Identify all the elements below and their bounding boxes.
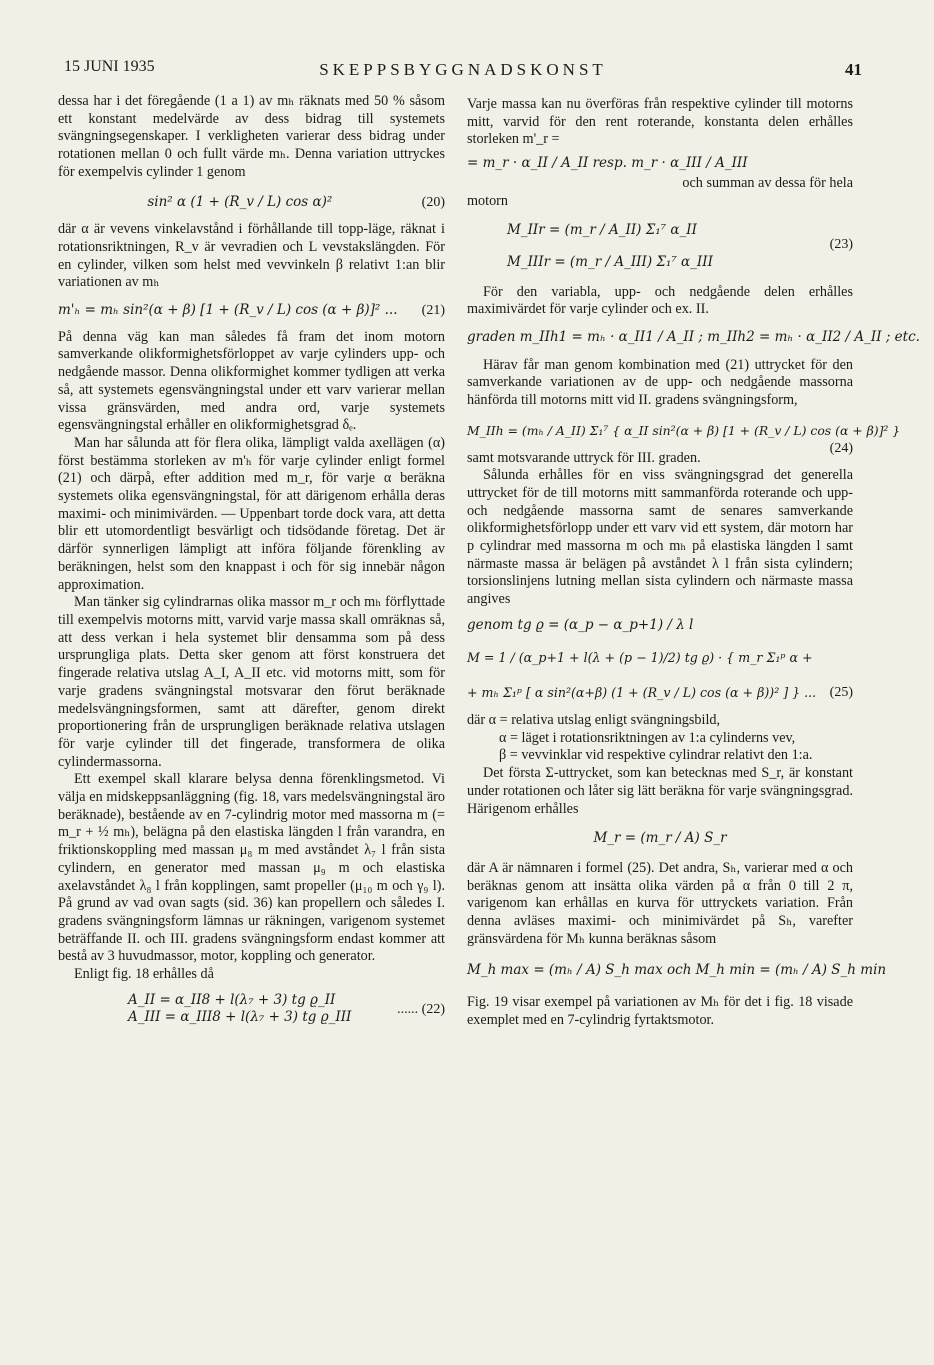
motorn-label: motorn [467, 192, 508, 209]
equation-23-line-b: M_IIIr = (m_r / A_III) Σ₁⁷ α_III [507, 253, 713, 270]
equation-23-line-a: M_IIr = (m_r / A_II) Σ₁⁷ α_II [507, 222, 697, 239]
equation-24-number: (24) [829, 440, 853, 456]
equation-22-line-a: A_II = α_II8 + l(λ₇ + 3) tg ϱ_II [128, 991, 336, 1008]
equation-Mh-body: M_h max = (mₕ / A) S_h max och M_h min = (mₕ / A) S_h min [467, 962, 887, 979]
journal-title: SKEPPSBYGGNADSKONST [319, 60, 607, 79]
right-column [467, 96, 920, 1030]
equation-22 [128, 992, 445, 1027]
equation-Mr-body: M_r = (m_r / A) S_r [593, 830, 727, 847]
equation-23-number: (23) [829, 237, 853, 253]
equation-25-number: (25) [829, 685, 853, 701]
equation-Mr [467, 830, 853, 848]
equation-grad-body: graden m_IIh1 = mₕ · α_II1 / A_II ; m_IIh2 = mₕ · α_II2 / A_II ; etc. [467, 329, 920, 346]
paragraph: Sålunda erhålles för en viss svängningsgrad det generella uttrycket för de till motorns mitt sammanförda roterande och upp- och nedgående massorna samt de senares samverkande olikformighetsförlopp under ett varv vid ett system, där motorn har p cylindrar med massorna m och mₕ på elastiska längden l samt närmaste massa är belägen på avståndet λ l från sista cylindern; torsionslinjens lutning mellan sista cylindern och närmaste massa angives [467, 467, 853, 608]
paragraph: Härav får man genom kombination med (21) uttrycket för den samverkande variationen av de upp- och nedgående massorna hänförda till motorns mitt vid II. gradens svängningsform, [467, 356, 853, 409]
equation-20 [58, 194, 445, 212]
equation-23 [507, 222, 853, 271]
equation-tg-body: genom tg ϱ = (α_p − α_p+1) / λ l [467, 616, 694, 633]
page-header [64, 58, 862, 82]
paragraph: dessa har i det föregående (1 a 1) av mₕ räknats med 50 % såsom ett konstant medelvärde av dess bidrag till systemets svängningsegenskaper. I verkligheten varierar dess bidrag under rotationen mellan 0 och fullt värde mₕ. Denna variation uttryckes för exempelvis cylinder 1 genom [58, 93, 445, 180]
issue-date: 15 JUNI 1935 [64, 58, 155, 75]
paragraph: Fig. 19 visar exempel på variationen av Mₕ för det i fig. 18 visade exemplet med en 7-cylindrig fyrtaktsmotor. [467, 994, 853, 1028]
equation-25-line-b: + mₕ Σ₁ᵖ [ α sin²(α+β) (1 + (R_v / L) cos (α + β))² ] } ... [467, 685, 817, 701]
equation-mr-transfer [467, 155, 853, 173]
equation-21-number: (21) [421, 303, 445, 319]
equation-25-line-a: M = 1 / (α_p+1 + l(λ + (p − 1)/2) tg ϱ) · { m_r Σ₁ᵖ α + [467, 649, 813, 665]
definition: där α = relativa utslag enligt svängningsbild, [467, 711, 721, 728]
equation-20-number: (20) [421, 194, 445, 210]
paragraph: Ett exempel skall klarare belysa denna förenklingsmetod. Vi välja en midskeppsanläggning (fig. 18, vars medelsvängningstal äro beräknade), bestående av en 7-cylindrig motor med massorna m (= m_r + ½ mₕ), belägna på den elastiska längden l från varandra, en friktionskoppling med massan μ₈ m med avståndet λ₇ l från sista cylindern, en generator med massan μ₉ m och elastiska axelavståndet λ₈ l från kopplingen, samt propeller (μ₁₀ m och γ₉ l). På grund av vad ovan sagts (sid. 36) kan propellern och således I. gradens svängningsform lämnas ur räkningen, varigenom systemet beträffande II. och III. gradens svängningsform endast kommer att bestå av 3 huvudmassor, motor, koppling och generator. [58, 771, 445, 965]
equation-mr-tail: och summan av dessa för hela [682, 174, 853, 191]
paragraph: Man tänker sig cylindrarnas olika massor m_r och mₕ förflyttade till exempelvis motorns mitt, varvid varje massa skall omräknas så, att dess verkan i hela systemet blir densamma som på dess ursprungliga plats. Detta sker genom att först konstruera det fingerade relativa utslag A_I, A_II etc. vid motorns mitt, som för varje gradens svängningstal motsvarar den förut beräknade medelsvängningsformen, samt att därefter, genom direkt proportionering från de ursprungligen beräknade relativa utslagen för varje cylinder till det fingerade, transformera de olika cylindermassorna. [58, 594, 445, 770]
definition: α = läget i rotationsriktningen av 1:a cylinderns vev, [499, 729, 796, 746]
equation-22-line-b: A_III = α_III8 + l(λ₇ + 3) tg ϱ_III [128, 1009, 352, 1026]
equation-grad [467, 329, 920, 347]
equation-20-body: sin² α (1 + (R_v / L) cos α)² [147, 193, 333, 210]
equation-24-body: M_IIh = (mₕ / A_II) Σ₁⁷ { α_II sin²(α + β) [1 + (R_v / L) cos (α + β)]² } [467, 422, 901, 438]
paragraph: Man har sålunda att för flera olika, lämpligt valda axellägen (α) först bestämma storleken av m'ₕ för varje cylinder enligt formel (21) och därpå, efter addition med m_r, för varje α beräkna systemets olika egensvängningstal, för att därigenom erhålla deras maximi- och minimivärden. — Uppenbart torde dock vara, att detta blir ett utomordentligt besvärligt och tidsödande företag. Det är därför synnerligen lämpligt att införa följande förenkling av beräkningen, helst som den knappast i och för sig innebär någon approximation. [58, 434, 445, 593]
paragraph: där A är nämnaren i formel (25). Det andra, Sₕ, varierar med α och beräknas genom att insätta olika värden på α från 0 till 2 π, varigenom kan erhållas en kurva för uttryckets variation. Från denna avläses maximi- och minimivärdet på Sₕ, varefter gränsvärdena för Mₕ kunna beräknas såsom [467, 859, 853, 947]
equation-tg [467, 617, 853, 635]
left-column [58, 93, 445, 1027]
paragraph: samt motsvarande uttryck för III. graden. [467, 449, 701, 466]
paragraph: Det första Σ-uttrycket, som kan betecknas med S_r, är konstant under rotationen och låter sig lätt beräkna för varje svängningsgrad. Härigenom erhålles [467, 765, 853, 817]
equation-21 [58, 302, 445, 320]
equation-21-body: m'ₕ = mₕ sin²(α + β) [1 + (R_v / L) cos (α + β)]² ... [58, 302, 398, 319]
paragraph: På denna väg kan man således få fram det inom motorn samverkande olikformighetsförloppet av varje cylinders upp- och nedgående massor. Denna olikformighet kommer tydligen att verka så, att systemets egensvängningstal under ett varv varierar mellan vissa gränsvärden, med andra ord, varje systemets egensvängningstal erhåller en olikformighetsgrad δₑ. [58, 328, 445, 434]
equation-24 [467, 422, 901, 456]
definition: β = vevvinklar vid respektive cylindrar relativt den 1:a. [499, 747, 813, 764]
paragraph: där α är vevens vinkelavstånd i förhållande till topp-läge, räknat i rotationsriktningen, R_v är vevradien och L vevstakslängden. För en cylinder, vilken som helst med vevvinkeln β relativt 1:an blir variationen av mₕ [58, 221, 445, 291]
equation-25 [467, 649, 853, 702]
equation-Mh [467, 962, 887, 980]
page-number: 41 [845, 60, 862, 79]
equation-22-number: ...... (22) [397, 1001, 445, 1017]
paragraph: Varje massa kan nu överföras från respektive cylinder till motorns mitt, varvid för den rent roterande, konstanta delen erhålles storleken m'_r = [467, 96, 853, 148]
equation-mr-body: = m_r · α_II / A_II resp. m_r · α_III / A_III [467, 155, 748, 172]
paragraph: För den variabla, upp- och nedgående delen erhålles maximivärdet för varje cylinder och ex. II. [467, 283, 853, 318]
paragraph: Enligt fig. 18 erhålles då [74, 966, 214, 983]
